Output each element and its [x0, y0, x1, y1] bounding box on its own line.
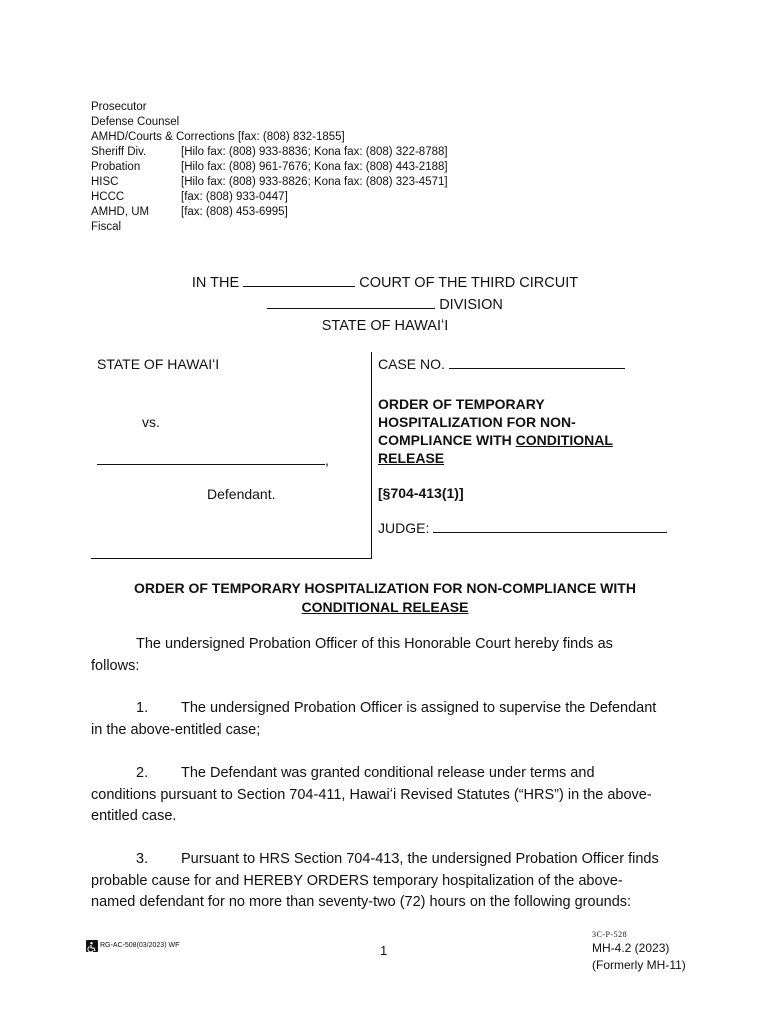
dist-probation-fax: [Hilo fax: (808) 961-7676; Kona fax: (808) 443-2188]	[181, 161, 448, 173]
footer-code-small: 3C-P-528	[592, 930, 628, 939]
footer-page-number: 1	[380, 943, 388, 958]
dist-hccc: HCCC	[91, 191, 125, 203]
court-division: DIVISION	[439, 297, 503, 313]
division-blank[interactable]	[267, 296, 435, 309]
caption-vertical-rule	[371, 352, 372, 558]
caption-statute: [§704-413(1)]	[378, 485, 464, 501]
order-title-line3: COMPLIANCE WITH CONDITIONAL	[378, 432, 613, 448]
judge-label: JUDGE:	[378, 520, 430, 536]
paragraph-1-number: 1.	[136, 700, 149, 716]
court-heading-line1	[0, 274, 770, 291]
order-title-line1: ORDER OF TEMPORARY	[378, 396, 545, 412]
court-circuit: COURT OF THE THIRD CIRCUIT	[359, 275, 579, 291]
dist-fiscal: Fiscal	[91, 221, 122, 233]
footer-form-code: RG-AC-508(03/2023) WF	[100, 942, 180, 949]
dist-probation: Probation	[91, 161, 141, 173]
paragraph-3-number: 3.	[136, 851, 149, 867]
paragraph-2: 2. The Defendant was granted conditional release under terms and conditions pursuant to Section 704-411, Hawaiʻi Revised Statutes (“HRS”) in the above- entitled case.	[91, 765, 652, 824]
judge-blank[interactable]	[433, 520, 667, 533]
caption-bottom-rule	[91, 558, 372, 559]
dist-amhd-um-fax: [fax: (808) 453-6995]	[181, 206, 288, 218]
distribution-list	[0, 100, 770, 240]
caption-order-title	[378, 395, 613, 467]
dist-hisc-fax: [Hilo fax: (808) 933-8826; Kona fax: (808) 323-4571]	[181, 176, 448, 188]
dist-amhd-um: AMHD, UM	[91, 206, 150, 218]
caption-defendant-name-line	[97, 452, 329, 468]
paragraph-3: 3. Pursuant to HRS Section 704-413, the undersigned Probation Officer finds probable cause for and HEREBY ORDERS temporary hospitalization of the above- named defendant for no more than seventy-two (72) hours on the following grounds:	[91, 851, 659, 910]
order-title-line4: RELEASE	[378, 450, 445, 466]
main-title-line2: CONDITIONAL RELEASE	[301, 599, 469, 615]
caption-judge	[378, 520, 667, 536]
court-name-blank[interactable]	[243, 274, 355, 287]
court-in-the: IN THE	[191, 275, 240, 291]
defendant-name-blank[interactable]	[97, 452, 325, 465]
order-title-line2: HOSPITALIZATION FOR NON-	[378, 414, 576, 430]
case-no-blank[interactable]	[449, 356, 625, 369]
paragraph-2-number: 2.	[136, 765, 149, 781]
accessibility-icon	[86, 940, 98, 952]
footer-formerly: (Formerly MH-11)	[592, 958, 686, 972]
main-title-line1: ORDER OF TEMPORARY HOSPITALIZATION FOR NON-COMPLIANCE WITH	[134, 580, 636, 596]
footer-form-number: MH-4.2 (2023)	[592, 941, 670, 955]
dist-amhd-courts: AMHD/Courts & Corrections [fax: (808) 832-1855]	[91, 131, 345, 143]
caption-case-no	[378, 356, 625, 372]
dist-prosecutor: Prosecutor	[91, 101, 147, 113]
caption-defendant-label: Defendant.	[207, 486, 276, 502]
paragraph-1: 1. The undersigned Probation Officer is assigned to supervise the Defendant in the above-entitled case;	[91, 700, 657, 738]
dist-sheriff-fax: [Hilo fax: (808) 933-8836; Kona fax: (808) 322-8788]	[181, 146, 448, 158]
dist-sheriff: Sheriff Div.	[91, 146, 147, 158]
caption-comma: ,	[325, 452, 329, 468]
dist-hccc-fax: [fax: (808) 933-0447]	[181, 191, 288, 203]
intro-paragraph: The undersigned Probation Officer of this Honorable Court hereby finds as follows:	[91, 636, 613, 674]
court-heading-line2	[0, 296, 770, 313]
caption-plaintiff: STATE OF HAWAIʻI	[97, 356, 220, 372]
caption-vs: vs.	[142, 414, 160, 430]
dist-hisc: HISC	[91, 176, 119, 188]
court-heading-state: STATE OF HAWAIʻI	[321, 318, 449, 334]
case-no-label: CASE NO.	[378, 356, 445, 372]
dist-defense-counsel: Defense Counsel	[91, 116, 180, 128]
